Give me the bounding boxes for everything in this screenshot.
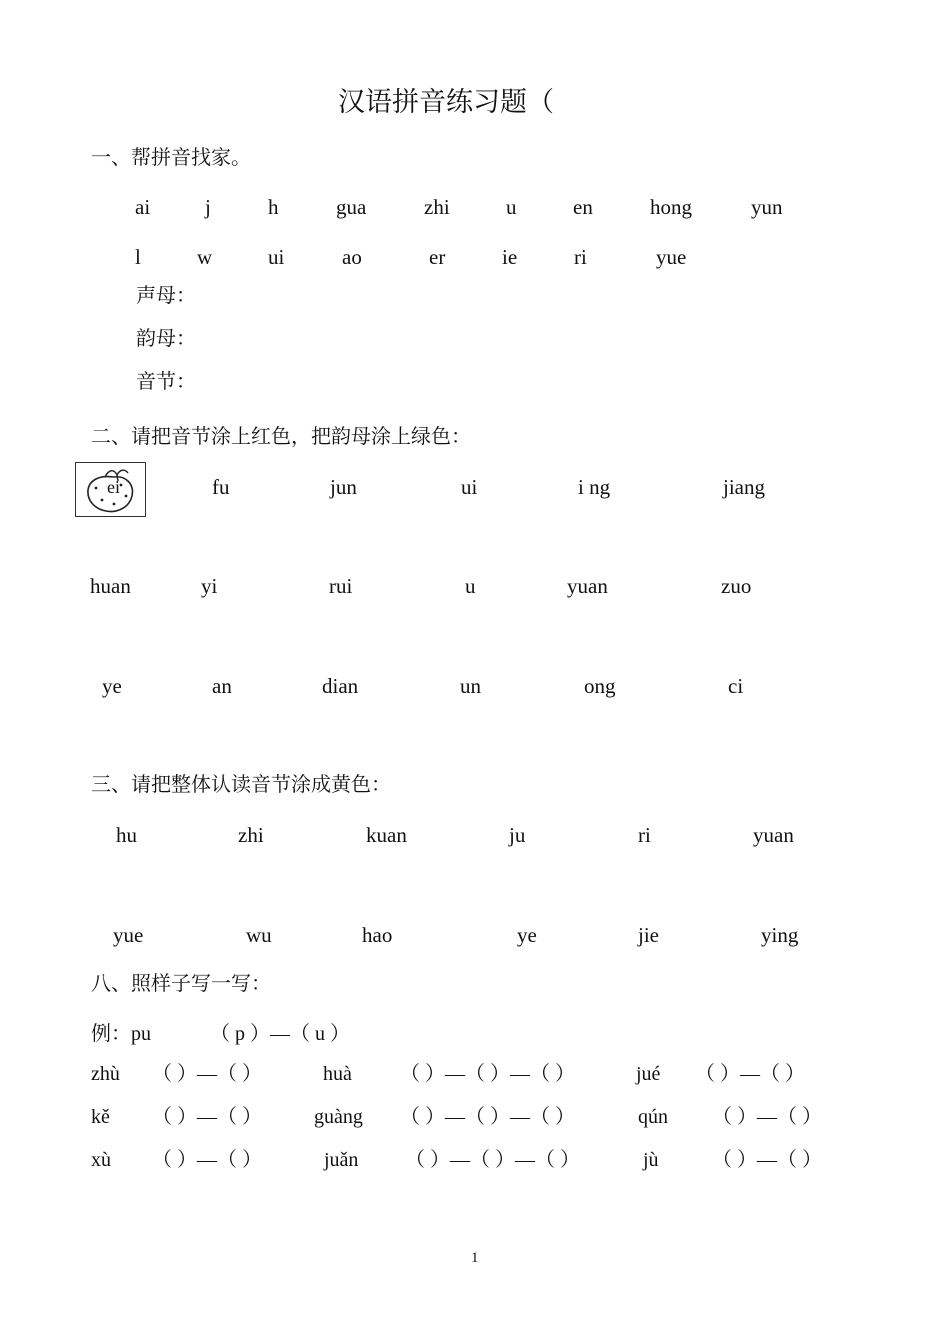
example-answer: （ p ）—（ u ） xyxy=(210,1023,350,1045)
answer-blanks-triple[interactable]: （ ）—（ ）—（ ） xyxy=(400,1106,575,1128)
s3-syllable[interactable]: jie xyxy=(638,923,659,947)
s1-syllable[interactable]: ui xyxy=(268,245,285,269)
s2-syllable[interactable]: ci xyxy=(728,674,744,698)
exercise-syllable: guàng xyxy=(314,1106,363,1128)
s3-syllable[interactable]: ying xyxy=(761,923,799,947)
s1-syllable[interactable]: u xyxy=(506,195,517,219)
s2-syllable[interactable]: jun xyxy=(330,475,357,499)
exercise-syllable: jué xyxy=(636,1063,661,1085)
s1-syllable[interactable]: yue xyxy=(656,245,687,269)
s2-syllable[interactable]: fu xyxy=(212,475,230,499)
exercise-syllable: kě xyxy=(91,1106,110,1128)
s2-syllable[interactable]: yuan xyxy=(567,574,608,598)
s2-syllable[interactable]: huan xyxy=(90,574,131,598)
label-yunmu: 韵母： xyxy=(136,326,196,350)
s2-syllable[interactable]: an xyxy=(212,674,232,698)
exercise-syllable: jù xyxy=(643,1149,659,1171)
s2-syllable[interactable]: jiang xyxy=(723,475,765,499)
s2-syllable[interactable]: ui xyxy=(461,475,478,499)
exercise-syllable: huà xyxy=(323,1063,352,1085)
s1-syllable[interactable]: ri xyxy=(574,245,587,269)
s3-syllable[interactable]: hao xyxy=(362,923,393,947)
exercise-syllable: zhù xyxy=(91,1063,120,1085)
s3-syllable[interactable]: kuan xyxy=(366,823,407,847)
section-8-heading: 八、照样子写一写： xyxy=(91,971,271,995)
s1-syllable[interactable]: w xyxy=(197,245,213,269)
s1-syllable[interactable]: yun xyxy=(751,195,783,219)
answer-blanks-triple[interactable]: （ ）—（ ）—（ ） xyxy=(405,1149,580,1171)
page-title: 汉语拼音练习题（ xyxy=(338,87,554,118)
answer-blanks-pair[interactable]: （ ）—（ ） xyxy=(152,1106,262,1128)
s1-syllable[interactable]: l xyxy=(135,245,141,269)
s1-syllable[interactable]: er xyxy=(429,245,446,269)
s2-syllable[interactable]: zuo xyxy=(721,574,752,598)
s1-syllable[interactable]: hong xyxy=(650,195,692,219)
strawberry-example-box xyxy=(75,462,146,517)
answer-blanks-pair[interactable]: （ ）—（ ） xyxy=(712,1106,822,1128)
s1-syllable[interactable]: ao xyxy=(342,245,362,269)
answer-blanks-pair[interactable]: （ ）—（ ） xyxy=(152,1063,262,1085)
s1-syllable[interactable]: h xyxy=(268,195,279,219)
s1-syllable[interactable]: ai xyxy=(135,195,151,219)
s1-syllable[interactable]: gua xyxy=(336,195,367,219)
answer-blanks-pair[interactable]: （ ）—（ ） xyxy=(695,1063,805,1085)
s3-syllable[interactable]: zhi xyxy=(238,823,264,847)
s3-syllable[interactable]: wu xyxy=(246,923,272,947)
section-2-heading: 二、请把音节涂上红色，把韵母涂上绿色： xyxy=(91,424,471,448)
label-yinjie: 音节： xyxy=(136,369,196,393)
example-label: 例：pu xyxy=(91,1023,151,1045)
s2-syllable[interactable]: ei xyxy=(107,477,120,497)
s2-syllable[interactable]: i ng xyxy=(578,475,611,499)
s3-syllable[interactable]: yue xyxy=(113,923,144,947)
s3-syllable[interactable]: ye xyxy=(517,923,537,947)
s2-syllable[interactable]: yi xyxy=(201,574,218,598)
label-shengmu: 声母： xyxy=(136,283,196,307)
s2-syllable[interactable]: u xyxy=(465,574,476,598)
s2-syllable[interactable]: dian xyxy=(322,674,359,698)
exercise-syllable: qún xyxy=(638,1106,668,1128)
answer-blanks-pair[interactable]: （ ）—（ ） xyxy=(712,1149,822,1171)
s3-syllable[interactable]: ju xyxy=(509,823,526,847)
s1-syllable[interactable]: zhi xyxy=(424,195,450,219)
section-3-heading: 三、请把整体认读音节涂成黄色： xyxy=(91,772,391,796)
s2-syllable[interactable]: ong xyxy=(584,674,616,698)
s1-syllable[interactable]: en xyxy=(573,195,593,219)
s2-syllable[interactable]: rui xyxy=(329,574,353,598)
exercise-syllable: xù xyxy=(91,1149,111,1171)
answer-blanks-pair[interactable]: （ ）—（ ） xyxy=(152,1149,262,1171)
section-1-heading: 一、帮拼音找家。 xyxy=(91,145,251,169)
s3-syllable[interactable]: hu xyxy=(116,823,137,847)
s3-syllable[interactable]: ri xyxy=(638,823,651,847)
s3-syllable[interactable]: yuan xyxy=(753,823,794,847)
page-number: 1 xyxy=(471,1250,479,1266)
s1-syllable[interactable]: ie xyxy=(502,245,518,269)
answer-blanks-triple[interactable]: （ ）—（ ）—（ ） xyxy=(400,1063,575,1085)
s2-syllable[interactable]: un xyxy=(460,674,481,698)
s2-syllable[interactable]: ye xyxy=(102,674,122,698)
exercise-syllable: juǎn xyxy=(324,1149,359,1171)
s1-syllable[interactable]: j xyxy=(205,195,211,219)
